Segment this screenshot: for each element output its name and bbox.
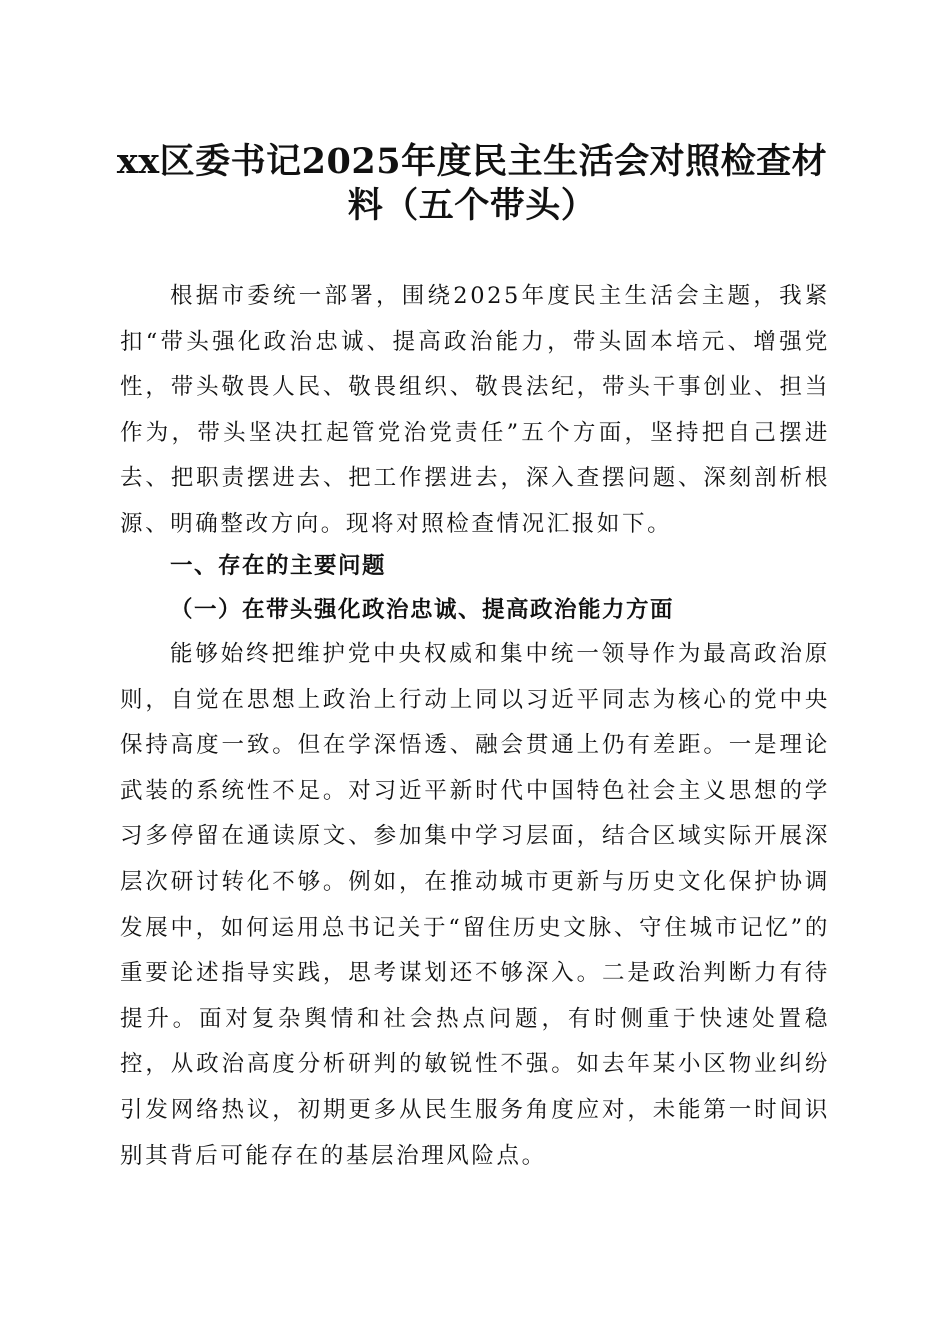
document-title: xx区委书记2025年度民主生活会对照检查材料（五个带头） <box>116 141 828 226</box>
body-paragraph: 能够始终把维护党中央权威和集中统一领导作为最高政治原则，自觉在思想上政治上行动上同以习近平同志为核心的党中央保持高度一致。但在学深悟透、融会贯通上仍有差距。一是理论武装的系统性不足。对习近平新时代中国特色社会主义思想的学习多停留在通读原文、参加集中学习层面，结合区域实际开展深层次研讨转化不够。例如，在推动城市更新与历史文化保护协调发展中，如何运用总书记关于“留住历史文脉、守住城市记忆”的重要论述指导实践，思考谋划还不够深入。二是政治判断力有待提升。面对复杂舆情和社会热点问题，有时侧重于快速处置稳控，从政治高度分析研判的敏锐性不强。如去年某小区物业纠纷引发网络热议，初期更多从民生服务角度应对，未能第一时间识别其背后可能存在的基层治理风险点。 <box>120 641 830 1169</box>
intro-paragraph: 根据市委统一部署，围绕2025年度民主生活会主题，我紧扣“带头强化政治忠诚、提高政治能力，带头固本培元、增强党性，带头敬畏人民、敬畏组织、敬畏法纪，带头干事创业、担当作为，带头坚决扛起管党治党责任”五个方面，坚持把自己摆进去、把职责摆进去、把工作摆进去，深入查摆问题、深刻剖析根源、明确整改方向。现将对照检查情况汇报如下。 <box>120 283 830 537</box>
section-heading: 一、存在的主要问题 <box>170 553 387 579</box>
subsection-heading: （一）在带头强化政治忠诚、提高政治能力方面 <box>170 597 675 623</box>
